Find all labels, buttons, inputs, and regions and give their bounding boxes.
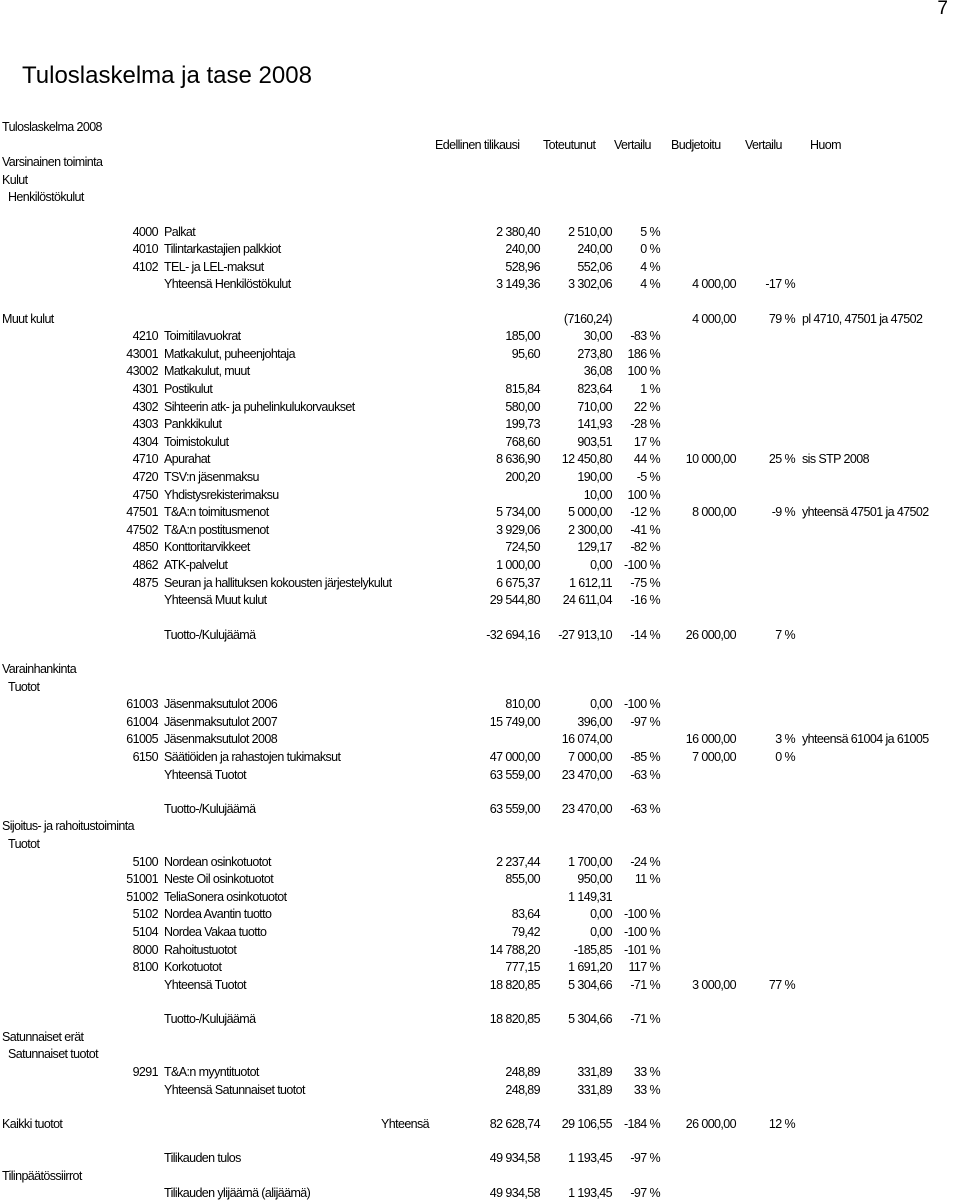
section-label: Tilinpäätössiirrot xyxy=(2,1168,82,1183)
account-code: 6150 xyxy=(132,749,158,764)
previous-value: 47 000,00 xyxy=(489,749,540,764)
comparison-value: 1 % xyxy=(640,382,660,396)
previous-value: 5 734,00 xyxy=(496,505,540,520)
previous-value: 815,84 xyxy=(505,382,540,396)
actual-value: 10,00 xyxy=(583,487,612,502)
actual-value: 823,64 xyxy=(577,382,612,396)
previous-value: 240,00 xyxy=(505,242,540,257)
budget-comparison-value: 77 % xyxy=(768,977,795,992)
account-code: 43001 xyxy=(126,346,158,361)
budget-comparison-value: 79 % xyxy=(768,311,795,326)
account-name: Postikulut xyxy=(164,382,213,396)
page-title: Tuloslaskelma ja tase 2008 xyxy=(22,62,312,89)
result-label: Tuotto-/Kulujäämä xyxy=(164,627,256,642)
previous-value: 768,60 xyxy=(505,434,540,449)
comparison-value: 33 % xyxy=(633,1082,660,1097)
actual-value: 396,00 xyxy=(577,714,612,729)
budget-comparison-value: 0 % xyxy=(775,749,795,764)
actual-value: 240,00 xyxy=(577,242,612,257)
previous-value: 18 820,85 xyxy=(489,1012,540,1027)
account-code: 4710 xyxy=(132,452,158,467)
budget-value: 4 000,00 xyxy=(692,277,736,292)
comparison-value: 186 % xyxy=(627,346,660,361)
section-label: Tuotot xyxy=(8,679,40,694)
previous-value: 1 000,00 xyxy=(496,558,540,572)
budget-value: 8 000,00 xyxy=(692,505,736,520)
comparison-value: -24 % xyxy=(630,854,660,869)
account-code: 61005 xyxy=(126,732,158,747)
account-code: 4303 xyxy=(132,417,158,432)
comparison-value: -97 % xyxy=(630,1186,660,1201)
comparison-value: -63 % xyxy=(630,801,660,816)
account-name: ATK-palvelut xyxy=(164,558,228,572)
previous-value: 3 149,36 xyxy=(496,277,540,292)
account-code: 4102 xyxy=(132,259,158,274)
header-budget: Budjetoitu xyxy=(671,138,721,152)
account-name: Säätiöiden ja rahastojen tukimaksut xyxy=(164,749,341,764)
actual-value: 16 074,00 xyxy=(561,732,612,747)
actual-value: 552,06 xyxy=(577,259,612,274)
account-name: TeliaSonera osinkotuotot xyxy=(164,889,287,904)
account-name: Konttoritarvikkeet xyxy=(164,540,250,555)
account-name: Matkakulut, puheenjohtaja xyxy=(164,346,295,361)
budget-value: 3 000,00 xyxy=(692,977,736,992)
account-name: T&A:n myyntituotot xyxy=(164,1064,259,1079)
comparison-value: -71 % xyxy=(630,1012,660,1027)
actual-value: 331,89 xyxy=(577,1082,612,1097)
comparison-value: -63 % xyxy=(630,767,660,782)
result-label: Tuotto-/Kulujäämä xyxy=(164,1012,256,1027)
actual-value: 190,00 xyxy=(577,470,612,484)
actual-value: 29 106,55 xyxy=(561,1116,612,1131)
account-code: 4304 xyxy=(132,434,158,449)
actual-value: 273,80 xyxy=(577,346,612,361)
actual-value: 1 149,31 xyxy=(568,889,612,904)
budget-value: 26 000,00 xyxy=(685,1116,736,1131)
actual-value: 2 510,00 xyxy=(568,224,612,239)
actual-value: 0,00 xyxy=(590,697,612,712)
actual-value: 23 470,00 xyxy=(561,767,612,782)
actual-value: 331,89 xyxy=(577,1064,612,1079)
section-label: Satunnaiset tuotot xyxy=(8,1047,98,1062)
budget-comparison-value: 3 % xyxy=(775,732,795,747)
account-code: 4875 xyxy=(132,575,158,590)
comparison-value: -12 % xyxy=(630,505,660,520)
actual-value: 0,00 xyxy=(590,925,612,939)
account-code: 4750 xyxy=(132,487,158,502)
previous-value: 49 934,58 xyxy=(489,1151,540,1166)
comparison-value: -82 % xyxy=(630,540,660,555)
note: yhteensä 47501 ja 47502 xyxy=(802,505,929,520)
actual-value: 2 300,00 xyxy=(568,522,612,537)
result-label: Tuotto-/Kulujäämä xyxy=(164,801,256,816)
account-name: Nordean osinkotuotot xyxy=(164,854,271,869)
actual-value: 5 304,66 xyxy=(568,977,612,992)
budget-comparison-value: -9 % xyxy=(771,505,795,520)
comparison-value: -100 % xyxy=(623,697,660,712)
comparison-value: 17 % xyxy=(633,434,660,449)
account-name: Neste Oil osinkotuotot xyxy=(164,872,274,887)
account-name: Nordea Avantin tuotto xyxy=(164,907,272,922)
comparison-value: -41 % xyxy=(630,522,660,537)
account-name: Nordea Vakaa tuotto xyxy=(164,925,267,939)
comparison-value: -71 % xyxy=(630,977,660,992)
account-code: 5104 xyxy=(132,925,158,939)
result-label: Tilikauden tulos xyxy=(164,1151,241,1166)
previous-value: 95,60 xyxy=(511,346,540,361)
comparison-value: -16 % xyxy=(630,593,660,608)
account-code: 4720 xyxy=(132,470,158,484)
comparison-value: -75 % xyxy=(630,575,660,590)
total-label: Yhteensä Satunnaiset tuotot xyxy=(164,1082,305,1097)
actual-value: (7160,24) xyxy=(563,311,612,326)
account-code: 4301 xyxy=(132,382,158,396)
previous-value: 199,73 xyxy=(505,417,540,432)
comparison-value: -14 % xyxy=(630,627,660,642)
account-code: 51001 xyxy=(126,872,158,887)
account-name: TEL- ja LEL-maksut xyxy=(164,259,264,274)
actual-value: 0,00 xyxy=(590,907,612,922)
account-name: Apurahat xyxy=(164,452,210,467)
comparison-value: 22 % xyxy=(633,399,660,414)
account-code: 8000 xyxy=(132,942,158,957)
actual-value: 23 470,00 xyxy=(561,801,612,816)
comparison-value: 0 % xyxy=(640,242,660,257)
comparison-value: -100 % xyxy=(623,925,660,939)
previous-value: 15 749,00 xyxy=(489,714,540,729)
comparison-value: -184 % xyxy=(623,1116,660,1131)
comparison-value: -28 % xyxy=(630,417,660,432)
section-label: Henkilöstökulut xyxy=(8,190,84,205)
actual-value: 5 304,66 xyxy=(568,1012,612,1027)
header-comparison: Vertailu xyxy=(614,138,651,152)
comparison-value: -83 % xyxy=(630,329,660,344)
account-name: T&A:n postitusmenot xyxy=(164,522,269,537)
grand-total-mid-label: Yhteensä xyxy=(381,1116,430,1131)
budget-value: 7 000,00 xyxy=(692,749,736,764)
account-code: 61004 xyxy=(126,714,158,729)
account-code: 47502 xyxy=(126,522,158,537)
total-label: Yhteensä Tuotot xyxy=(164,767,247,782)
account-code: 4000 xyxy=(132,224,158,239)
previous-value: 83,64 xyxy=(511,907,540,922)
account-name: Jäsenmaksutulot 2007 xyxy=(164,714,278,729)
actual-value: 0,00 xyxy=(590,558,612,572)
actual-value: 1 700,00 xyxy=(568,854,612,869)
account-name: Jäsenmaksutulot 2008 xyxy=(164,732,278,747)
previous-value: 810,00 xyxy=(505,697,540,712)
account-name: Matkakulut, muut xyxy=(164,364,250,379)
budget-comparison-value: -17 % xyxy=(765,277,795,292)
section-label: Sijoitus- ja rahoitustoiminta xyxy=(2,819,134,834)
account-name: Korkotuotot xyxy=(164,960,222,975)
comparison-value: -100 % xyxy=(623,558,660,572)
budget-value: 4 000,00 xyxy=(692,311,736,326)
comparison-value: 4 % xyxy=(640,277,660,292)
account-code: 4850 xyxy=(132,540,158,555)
comparison-value: 11 % xyxy=(634,872,660,887)
account-code: 9291 xyxy=(132,1064,158,1079)
comparison-value: 100 % xyxy=(627,364,660,379)
account-name: Yhdistysrekisterimaksu xyxy=(164,487,279,502)
previous-value: 855,00 xyxy=(505,872,540,887)
previous-value: 248,89 xyxy=(505,1064,540,1079)
account-code: 4010 xyxy=(132,242,158,257)
account-name: Toimitilavuokrat xyxy=(164,329,241,344)
actual-value: 710,00 xyxy=(577,399,612,414)
section-label: Varsinainen toiminta xyxy=(2,155,103,169)
total-label: Yhteensä Henkilöstökulut xyxy=(164,277,291,292)
actual-value: 24 611,04 xyxy=(562,593,612,608)
previous-value: 8 636,90 xyxy=(496,452,540,467)
previous-value: 777,15 xyxy=(505,960,540,975)
previous-value: 185,00 xyxy=(505,329,540,344)
comparison-value: -97 % xyxy=(630,1151,660,1166)
section-label: Varainhankinta xyxy=(2,661,77,676)
previous-value: 580,00 xyxy=(505,399,540,414)
comparison-value: 44 % xyxy=(633,452,660,467)
section-label: Tuotot xyxy=(8,837,40,851)
account-code: 51002 xyxy=(126,889,158,904)
previous-value: 200,20 xyxy=(505,470,540,484)
previous-value: 63 559,00 xyxy=(489,767,540,782)
account-name: Jäsenmaksutulot 2006 xyxy=(164,697,278,712)
previous-value: 63 559,00 xyxy=(489,801,540,816)
document-title: Tuloslaskelma 2008 xyxy=(2,120,102,134)
comparison-value: 5 % xyxy=(640,224,660,239)
comparison-value: -101 % xyxy=(623,942,660,957)
previous-value: 6 675,37 xyxy=(496,575,540,590)
previous-value: 2 380,40 xyxy=(496,224,540,239)
comparison-value: -5 % xyxy=(636,470,660,484)
account-name: Rahoitustuotot xyxy=(164,942,237,957)
previous-value: -32 694,16 xyxy=(486,627,540,642)
actual-value: 1 691,20 xyxy=(568,960,612,975)
previous-value: 3 929,06 xyxy=(496,522,540,537)
previous-value: 2 237,44 xyxy=(496,854,540,869)
account-code: 43002 xyxy=(126,364,158,379)
section-label: Satunnaiset erät xyxy=(2,1029,84,1044)
budget-comparison-value: 12 % xyxy=(768,1116,795,1131)
previous-value: 248,89 xyxy=(505,1082,540,1097)
header-actual: Toteutunut xyxy=(543,138,596,152)
account-code: 4302 xyxy=(132,399,158,414)
actual-value: 903,51 xyxy=(577,434,612,449)
comparison-value: 100 % xyxy=(627,487,660,502)
actual-value: -27 913,10 xyxy=(558,627,612,642)
actual-value: 141,93 xyxy=(577,417,612,432)
previous-value: 724,50 xyxy=(505,540,540,555)
total-label: Yhteensä Muut kulut xyxy=(164,593,267,608)
account-name: Sihteerin atk- ja puhelinkulukorvaukset xyxy=(164,399,355,414)
actual-value: 36,08 xyxy=(583,364,612,379)
section-label: Kulut xyxy=(2,172,28,187)
account-name: Pankkikulut xyxy=(164,417,222,432)
comparison-value: 4 % xyxy=(640,259,660,274)
note: yhteensä 61004 ja 61005 xyxy=(802,732,929,747)
actual-value: 12 450,80 xyxy=(561,452,612,467)
comparison-value: -85 % xyxy=(630,749,660,764)
page-number: 7 xyxy=(937,0,948,19)
comparison-value: -100 % xyxy=(623,907,660,922)
account-code: 61003 xyxy=(126,697,158,712)
actual-value: 950,00 xyxy=(577,872,612,887)
account-code: 5102 xyxy=(132,907,158,922)
budget-value: 26 000,00 xyxy=(685,627,736,642)
actual-value: -185,85 xyxy=(573,942,612,957)
previous-value: 18 820,85 xyxy=(489,977,540,992)
comparison-value: 33 % xyxy=(633,1064,660,1079)
budget-comparison-value: 25 % xyxy=(768,452,795,467)
actual-value: 1 612,11 xyxy=(569,575,612,590)
actual-value: 1 193,45 xyxy=(568,1151,612,1166)
budget-comparison-value: 7 % xyxy=(775,627,795,642)
actual-value: 5 000,00 xyxy=(568,505,612,520)
actual-value: 7 000,00 xyxy=(568,749,612,764)
budget-value: 10 000,00 xyxy=(685,452,736,467)
account-name: Toimistokulut xyxy=(164,434,229,449)
header-comparison-2: Vertailu xyxy=(745,138,782,152)
previous-value: 528,96 xyxy=(505,259,540,274)
account-name: Tilintarkastajien palkkiot xyxy=(164,242,281,257)
comparison-value: -97 % xyxy=(630,714,660,729)
actual-value: 3 302,06 xyxy=(568,277,612,292)
account-code: 8100 xyxy=(132,960,158,975)
note: pl 4710, 47501 ja 47502 xyxy=(802,311,923,326)
previous-value: 82 628,74 xyxy=(489,1116,540,1131)
previous-value: 29 544,80 xyxy=(489,593,540,608)
account-code: 47501 xyxy=(126,505,158,520)
header-previous: Edellinen tilikausi xyxy=(435,138,520,152)
account-code: 5100 xyxy=(132,854,158,869)
note: sis STP 2008 xyxy=(802,452,869,467)
section-label: Muut kulut xyxy=(2,311,54,326)
previous-value: 79,42 xyxy=(511,925,540,939)
budget-value: 16 000,00 xyxy=(685,732,736,747)
account-name: T&A:n toimitusmenot xyxy=(164,505,269,520)
previous-value: 14 788,20 xyxy=(489,942,540,957)
account-code: 4862 xyxy=(132,558,158,572)
actual-value: 30,00 xyxy=(583,329,612,344)
account-name: TSV:n jäsenmaksu xyxy=(164,470,259,484)
actual-value: 1 193,45 xyxy=(568,1186,612,1201)
account-code: 4210 xyxy=(132,329,158,344)
account-name: Palkat xyxy=(164,224,196,239)
actual-value: 129,17 xyxy=(577,540,612,555)
previous-value: 49 934,58 xyxy=(489,1186,540,1201)
account-name: Seuran ja hallituksen kokousten järjestelykulut xyxy=(164,575,392,590)
header-note: Huom xyxy=(810,138,841,152)
grand-total-label: Kaikki tuotot xyxy=(2,1116,63,1131)
total-label: Yhteensä Tuotot xyxy=(164,977,247,992)
comparison-value: 117 % xyxy=(628,960,660,975)
result-label: Tilikauden ylijäämä (alijäämä) xyxy=(164,1186,311,1201)
